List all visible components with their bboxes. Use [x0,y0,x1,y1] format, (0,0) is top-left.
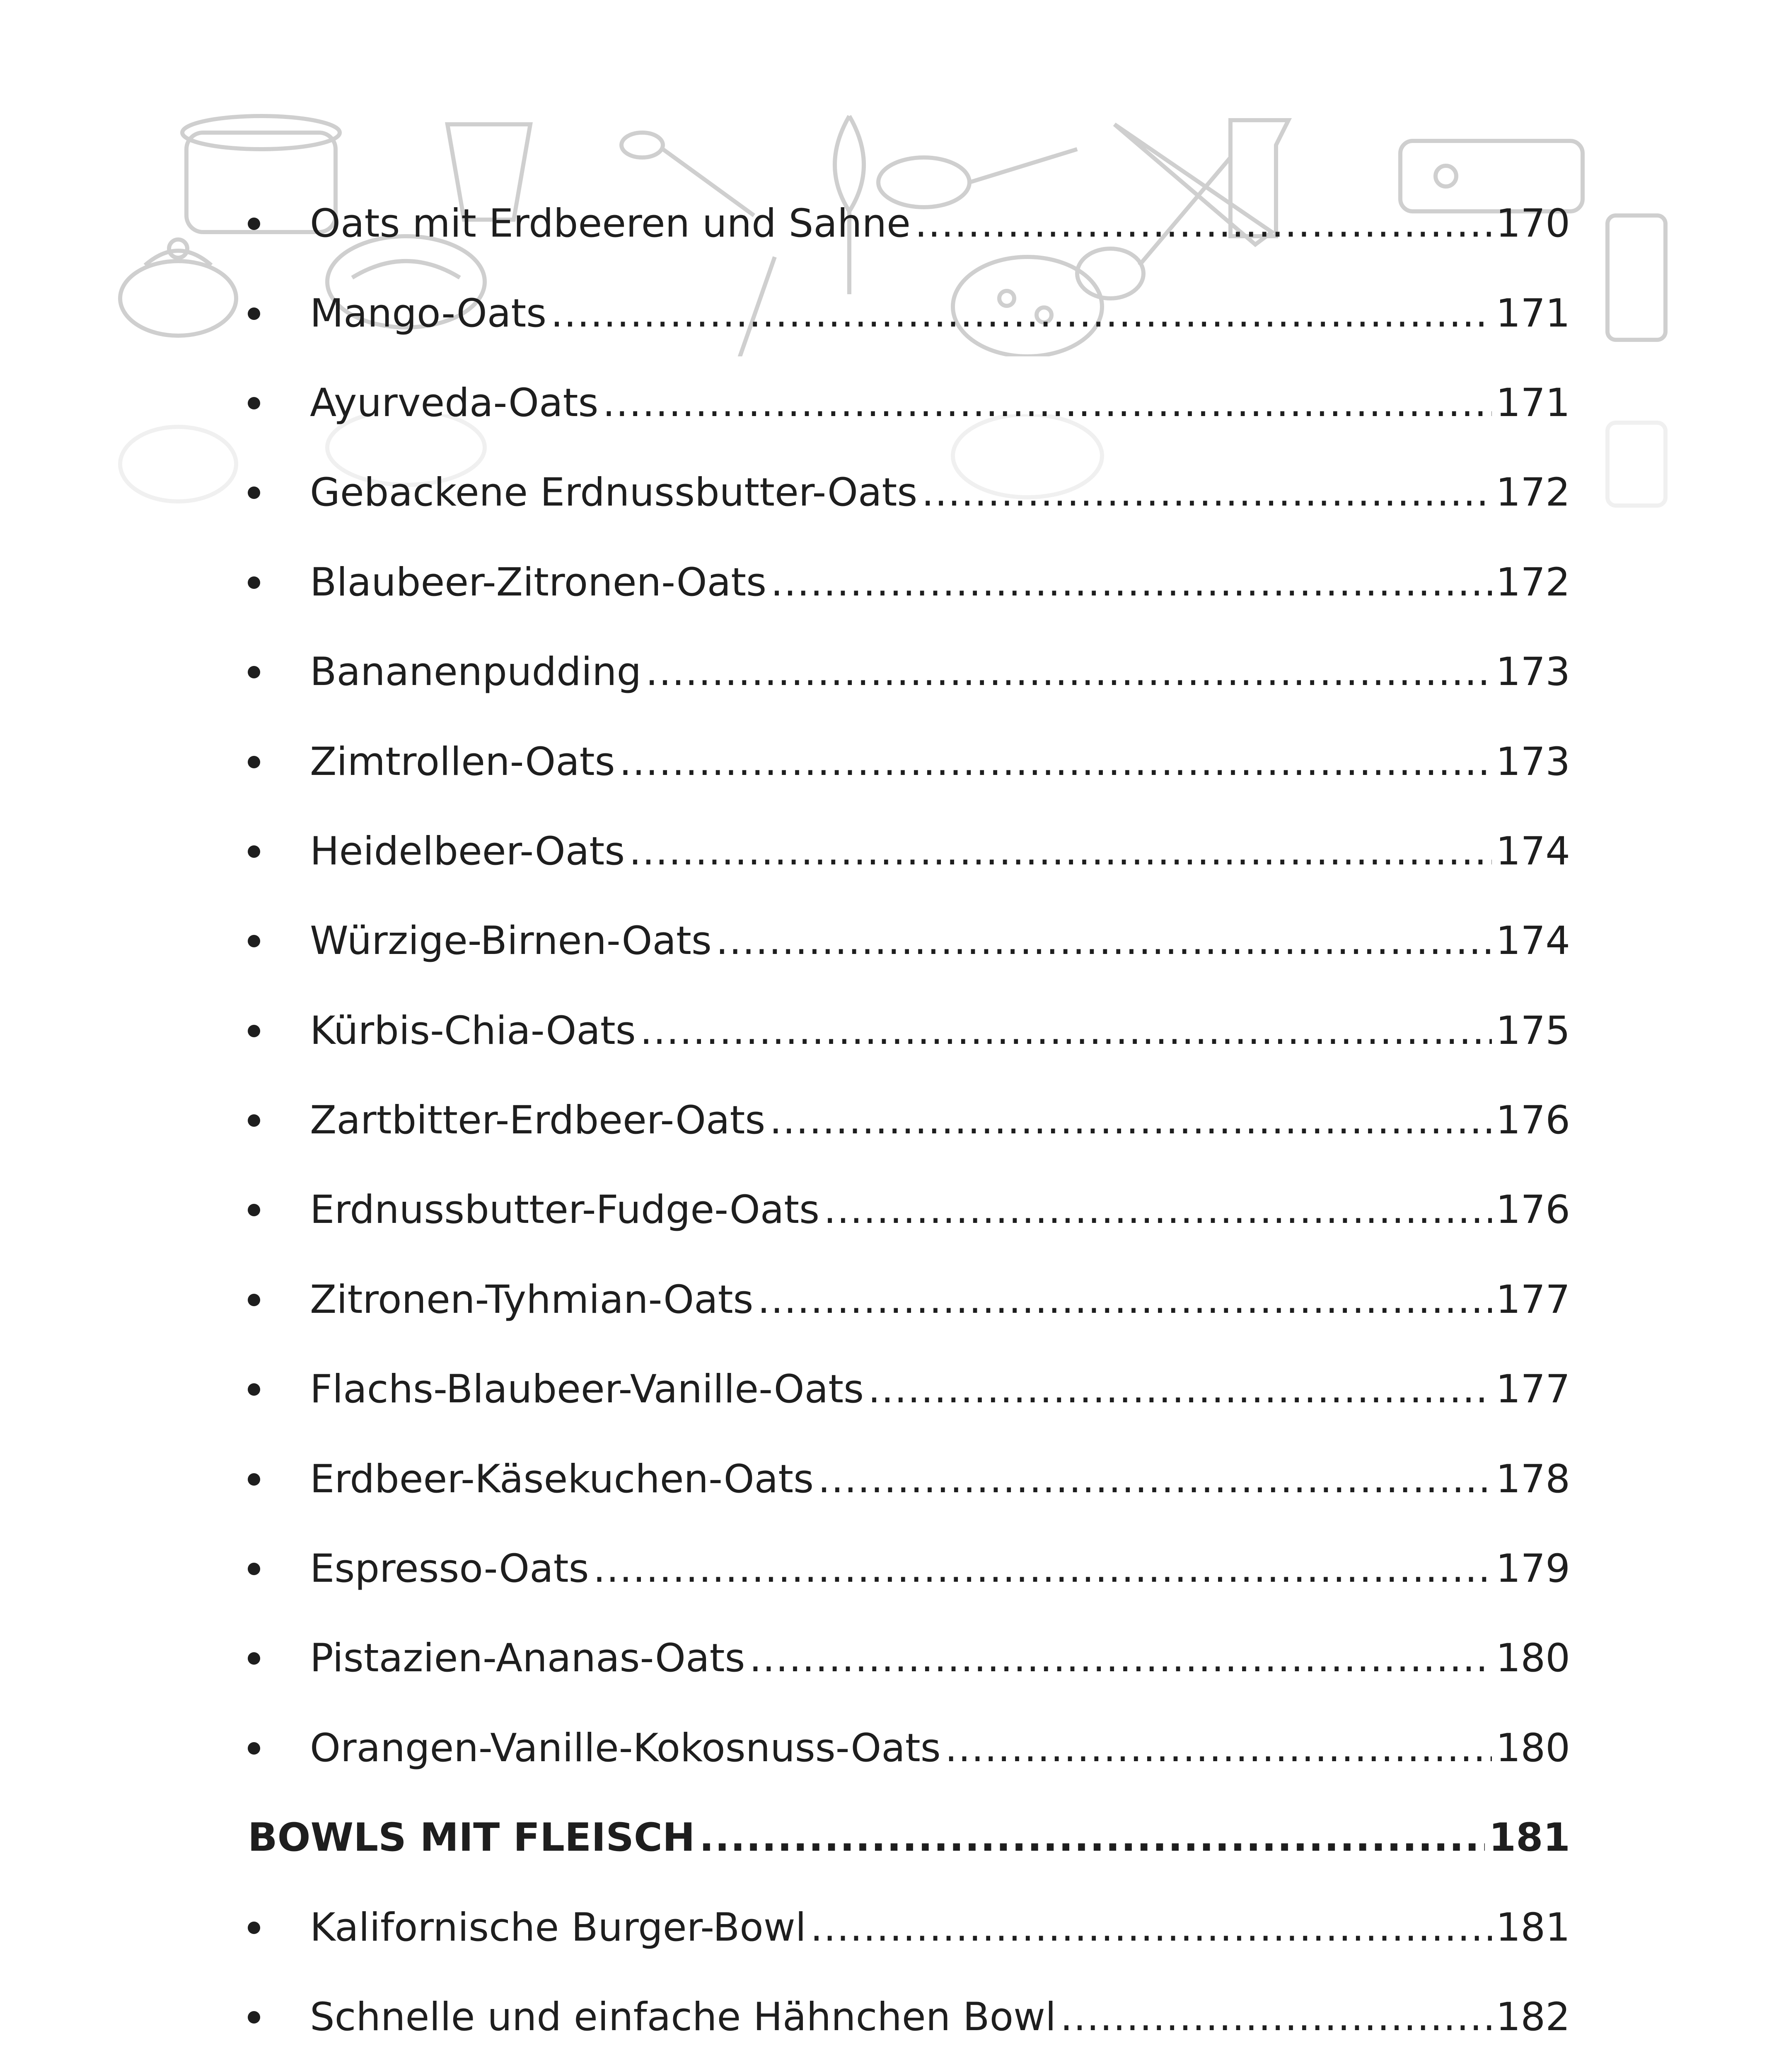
toc-entry-title: Zimtrollen-Oats [310,739,615,784]
dot-leader [868,1370,1492,1409]
dot-leader [771,563,1492,602]
toc-entry-title: Flachs-Blaubeer-Vanille-Oats [310,1367,864,1412]
bullet-icon [248,666,310,678]
toc-entry-title: Kürbis-Chia-Oats [310,1008,636,1053]
dot-leader [593,1549,1492,1588]
toc-entry-title: Zartbitter-Erdbeer-Oats [310,1098,766,1143]
toc-page-number: 181 [1496,1905,1570,1950]
dot-leader [1060,1998,1491,2037]
toc-entry-title: Ayurveda-Oats [310,380,599,426]
toc-entry[interactable] [248,1704,1570,1793]
toc-entry-title: Blaubeer-Zitronen-Oats [310,559,767,605]
toc-entry-title: Erdnussbutter-Fudge-Oats [310,1187,820,1233]
toc-entry-title: Pistazien-Ananas-Oats [310,1636,745,1681]
toc-page-number: 174 [1496,918,1570,964]
toc-page-number: 172 [1496,470,1570,516]
toc-entry[interactable] [248,1255,1570,1345]
toc-page-number: 177 [1496,1277,1570,1322]
dot-leader [758,1280,1492,1319]
bullet-icon [248,487,310,499]
toc-entry[interactable] [248,986,1570,1076]
toc-page-number: 179 [1496,1546,1570,1592]
dot-leader [602,384,1491,423]
toc-entry-title: Bananenpudding [310,649,642,695]
bullet-icon [248,935,310,947]
bullet-icon [248,1025,310,1037]
grater-icon [1607,215,1665,340]
toc-entry-title: Gebackene Erdnussbutter-Oats [310,470,918,516]
toc-entry[interactable] [248,538,1570,627]
toc-entry[interactable] [248,179,1570,269]
dot-leader [769,1101,1491,1140]
dot-leader [921,473,1491,512]
bullet-icon [248,1652,310,1665]
toc-entry[interactable] [248,1345,1570,1434]
toc-page-number: 171 [1496,290,1570,336]
bullet-icon [248,845,310,858]
table-of-contents [248,179,1570,2072]
dot-leader [716,922,1492,961]
toc-entry-title: Heidelbeer-Oats [310,828,625,874]
bullet-icon [248,1204,310,1216]
toc-page-number: 180 [1496,1725,1570,1771]
toc-page-number: 170 [1496,201,1570,247]
toc-page-number: 173 [1496,739,1570,784]
toc-page-number: 172 [1496,559,1570,605]
toc-entry[interactable] [248,269,1570,358]
bullet-icon [248,576,310,589]
toc-page-number: 176 [1496,1098,1570,1143]
toc-entry[interactable] [248,1614,1570,1703]
dot-leader [915,204,1492,243]
toc-section-heading[interactable] [248,1793,1570,1883]
toc-page-number: 175 [1496,1008,1570,1053]
dot-leader [645,653,1491,692]
toc-entry[interactable] [248,896,1570,986]
toc-entry[interactable] [248,717,1570,806]
toc-entry[interactable] [248,1076,1570,1165]
toc-page-number: 182 [1496,1995,1570,2040]
toc-entry[interactable] [248,1524,1570,1614]
dot-leader [629,832,1491,871]
toc-entry-title: Espresso-Oats [310,1546,589,1592]
dot-leader [699,1818,1485,1857]
toc-entry-title: BOWLS MIT FLEISCH [248,1815,695,1861]
dot-leader [551,294,1491,333]
bullet-icon [248,1473,310,1486]
bullet-icon [248,1294,310,1306]
dot-leader [824,1191,1491,1230]
bullet-icon [248,397,310,409]
bullet-icon [248,1922,310,1934]
bullet-icon [248,1114,310,1127]
toc-page-number: 176 [1496,1187,1570,1233]
bullet-icon [248,2011,310,2024]
dot-leader [749,1639,1491,1678]
toc-entry[interactable] [248,1973,1570,2062]
toc-entry[interactable] [248,1434,1570,1524]
toc-entry-title: Zitronen-Tyhmian-Oats [310,1277,754,1322]
toc-entry-title: Kalifornische Burger-Bowl [310,1905,806,1950]
bullet-icon [248,756,310,768]
toc-entry-title: Erdbeer-Käsekuchen-Oats [310,1456,814,1502]
toc-entry-title: Orangen-Vanille-Kokosnuss-Oats [310,1725,941,1771]
dot-leader [640,1012,1492,1051]
toc-page-number: 173 [1496,649,1570,695]
bullet-icon [248,218,310,230]
bullet-icon [248,1563,310,1575]
bullet-icon [248,307,310,320]
toc-entry[interactable] [248,2062,1570,2072]
toc-entry-title: Würzige-Birnen-Oats [310,918,712,964]
dot-leader [945,1729,1492,1768]
dot-leader [810,1908,1492,1947]
toc-entry[interactable] [248,807,1570,896]
toc-entry[interactable] [248,1883,1570,1972]
toc-page-number: 178 [1496,1456,1570,1502]
toc-entry-title: Mango-Oats [310,290,547,336]
toc-page-number: 180 [1496,1636,1570,1681]
toc-entry[interactable] [248,448,1570,537]
toc-entry-title: Schnelle und einfache Hähnchen Bowl [310,1995,1056,2040]
toc-page-number: 171 [1496,380,1570,426]
bullet-icon [248,1742,310,1755]
dot-leader [619,743,1492,782]
covered-pot-icon [120,240,236,336]
toc-entry[interactable] [248,358,1570,448]
toc-entry[interactable] [248,1165,1570,1255]
dot-leader [818,1460,1491,1499]
toc-page-number: 177 [1496,1367,1570,1412]
toc-page-number: 174 [1496,828,1570,874]
toc-entry-title: Oats mit Erdbeeren und Sahne [310,201,911,247]
toc-page-number: 181 [1489,1815,1570,1861]
toc-entry[interactable] [248,627,1570,717]
bullet-icon [248,1383,310,1396]
